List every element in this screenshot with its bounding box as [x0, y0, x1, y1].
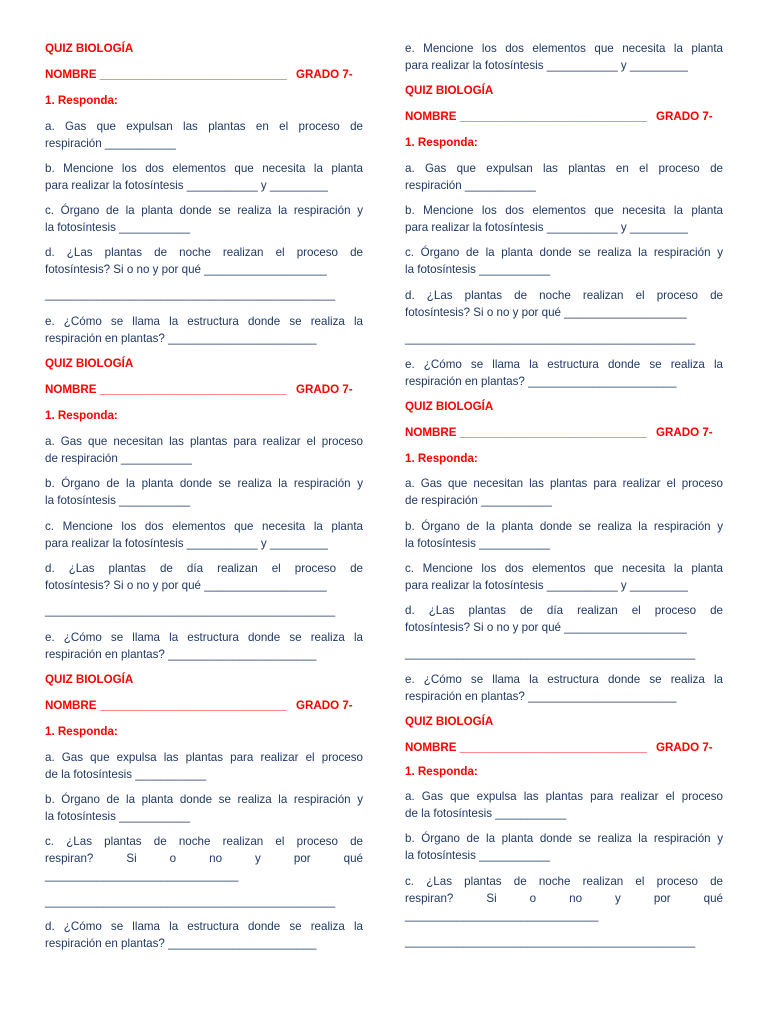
question-c-answer-line[interactable]: ______________________________ [405, 909, 599, 922]
question-d-answer-line[interactable]: fotosíntesis? Si o no y por qué ___________________ [45, 263, 327, 276]
name-grade-line [405, 108, 723, 125]
quiz-title: QUIZ BIOLOGÍA [45, 42, 134, 55]
grade-label: GRADO 7- [655, 741, 713, 754]
question-e: e. ¿Cómo se llama la estructura donde se realiza la [45, 631, 363, 644]
name-grade-line [405, 739, 723, 756]
question-c-line-2: respiran? Si o no y por qué [45, 852, 363, 865]
question-b: b. Órgano de la planta donde se realiza la respiración y [45, 793, 363, 806]
name-field[interactable]: NOMBRE _____________________________ [405, 741, 647, 754]
quiz-title: QUIZ BIOLOGÍA [45, 357, 134, 370]
name-grade-line [45, 66, 363, 83]
question-d-answer-line[interactable]: fotosíntesis? Si o no y por qué ___________________ [405, 621, 687, 634]
name-grade-line [45, 381, 363, 398]
question-d-answer-line[interactable]: respiración en plantas? _______________________ [45, 937, 317, 950]
question-d: d. ¿Las plantas de noche realizan el proceso de [405, 289, 723, 302]
question-b-answer-line[interactable]: para realizar la fotosíntesis ___________ y _________ [405, 221, 688, 234]
question-a-answer-line[interactable]: respiración ___________ [45, 137, 176, 150]
section-heading: 1. Responda: [45, 409, 118, 422]
question-d: d. ¿Las plantas de día realizan el proceso de [45, 562, 363, 575]
section-heading: 1. Responda: [45, 725, 118, 738]
question-e-answer-line[interactable]: respiración en plantas? _______________________ [45, 648, 317, 661]
question-a: a. Gas que necesitan las plantas para realizar el proceso [405, 477, 723, 490]
question-b-answer-line[interactable]: para realizar la fotosíntesis ___________ y _________ [45, 179, 328, 192]
quiz-title: QUIZ BIOLOGÍA [405, 84, 494, 97]
question-c-answer-line[interactable]: la fotosíntesis ___________ [45, 221, 191, 234]
question-e-continued: e. Mencione los dos elementos que necesita la planta [405, 42, 723, 55]
question-a: a. Gas que expulsan las plantas en el proceso de [405, 162, 723, 175]
question-b-answer-line[interactable]: la fotosíntesis ___________ [405, 537, 551, 550]
question-c-answer-line[interactable]: ______________________________ [45, 869, 239, 882]
grade-label: GRADO 7- [655, 110, 713, 123]
question-c: c. Órgano de la planta donde se realiza la respiración y [405, 246, 723, 259]
question-a: a. Gas que expulsa las plantas para realizar el proceso [45, 751, 363, 764]
question-d-extra-line[interactable]: _____________________________________________ [45, 288, 336, 301]
name-field[interactable]: NOMBRE _____________________________ [45, 699, 287, 712]
section-heading: 1. Responda: [405, 452, 478, 465]
grade-label: GRADO 7- [655, 426, 713, 439]
question-c: c. ¿Las plantas de noche realizan el proceso de [405, 875, 723, 888]
question-d: d. ¿Las plantas de día realizan el proceso de [405, 604, 723, 617]
question-b: b. Órgano de la planta donde se realiza la respiración y [405, 520, 723, 533]
question-c: c. Mencione los dos elementos que necesita la planta [405, 562, 723, 575]
question-d: d. ¿Cómo se llama la estructura donde se realiza la [45, 920, 363, 933]
question-d-extra-line[interactable]: _____________________________________________ [405, 332, 696, 345]
name-field[interactable]: NOMBRE _____________________________ [45, 383, 287, 396]
question-e: e. ¿Cómo se llama la estructura donde se realiza la [405, 358, 723, 371]
question-d-answer-line[interactable]: fotosíntesis? Si o no y por qué ___________________ [45, 579, 327, 592]
question-b-answer-line[interactable]: la fotosíntesis ___________ [45, 810, 191, 823]
question-e: e. ¿Cómo se llama la estructura donde se realiza la [45, 315, 363, 328]
question-b: b. Mencione los dos elementos que necesita la planta [45, 162, 363, 175]
question-e-answer-line[interactable]: respiración en plantas? _______________________ [405, 375, 677, 388]
question-a: a. Gas que necesitan las plantas para realizar el proceso [45, 435, 363, 448]
question-c: c. Mencione los dos elementos que necesita la planta [45, 520, 363, 533]
question-e-continued-answer-line[interactable]: para realizar la fotosíntesis ___________ y _________ [405, 59, 688, 72]
question-c-answer-line[interactable]: para realizar la fotosíntesis ___________ y _________ [45, 537, 328, 550]
question-d-extra-line[interactable]: _____________________________________________ [45, 604, 336, 617]
grade-label: GRADO 7- [295, 383, 353, 396]
question-a: a. Gas que expulsa las plantas para realizar el proceso [405, 790, 723, 803]
name-field[interactable]: NOMBRE _____________________________ [405, 110, 647, 123]
section-heading: 1. Responda: [405, 136, 478, 149]
question-c-extra-line[interactable]: _____________________________________________ [45, 895, 336, 908]
name-field[interactable]: NOMBRE _____________________________ [45, 68, 287, 81]
quiz-title: QUIZ BIOLOGÍA [405, 400, 494, 413]
section-heading: 1. Responda: [45, 94, 118, 107]
question-b: b. Órgano de la planta donde se realiza la respiración y [405, 832, 723, 845]
name-grade-line [45, 697, 363, 714]
question-e-answer-line[interactable]: respiración en plantas? _______________________ [405, 690, 677, 703]
quiz-title: QUIZ BIOLOGÍA [405, 715, 494, 728]
question-c-answer-line[interactable]: la fotosíntesis ___________ [405, 263, 551, 276]
question-d-answer-line[interactable]: fotosíntesis? Si o no y por qué ___________________ [405, 306, 687, 319]
question-c-answer-line[interactable]: para realizar la fotosíntesis ___________ y _________ [405, 579, 688, 592]
question-a-answer-line[interactable]: de la fotosíntesis ___________ [405, 807, 567, 820]
question-c-line-2: respiran? Si o no y por qué [405, 892, 723, 905]
question-b: b. Mencione los dos elementos que necesita la planta [405, 204, 723, 217]
question-a-answer-line[interactable]: de respiración ___________ [45, 452, 192, 465]
grade-label: GRADO 7- [295, 68, 353, 81]
question-a-answer-line[interactable]: respiración ___________ [405, 179, 536, 192]
question-d-extra-line[interactable]: _____________________________________________ [405, 647, 696, 660]
question-a-answer-line[interactable]: de respiración ___________ [405, 494, 552, 507]
question-c: c. ¿Las plantas de noche realizan el proceso de [45, 835, 363, 848]
quiz-title: QUIZ BIOLOGÍA [45, 673, 134, 686]
question-d: d. ¿Las plantas de noche realizan el proceso de [45, 246, 363, 259]
question-c: c. Órgano de la planta donde se realiza la respiración y [45, 204, 363, 217]
question-e: e. ¿Cómo se llama la estructura donde se realiza la [405, 673, 723, 686]
question-b: b. Órgano de la planta donde se realiza la respiración y [45, 477, 363, 490]
question-b-answer-line[interactable]: la fotosíntesis ___________ [405, 849, 551, 862]
section-heading: 1. Responda: [405, 765, 478, 778]
question-a: a. Gas que expulsan las plantas en el proceso de [45, 120, 363, 133]
question-c-extra-line[interactable]: _____________________________________________ [405, 935, 696, 948]
question-e-answer-line[interactable]: respiración en plantas? _______________________ [45, 332, 317, 345]
grade-label: GRADO 7- [295, 699, 353, 712]
name-grade-line [405, 424, 723, 441]
question-b-answer-line[interactable]: la fotosíntesis ___________ [45, 494, 191, 507]
question-a-answer-line[interactable]: de la fotosíntesis ___________ [45, 768, 207, 781]
name-field[interactable]: NOMBRE _____________________________ [405, 426, 647, 439]
